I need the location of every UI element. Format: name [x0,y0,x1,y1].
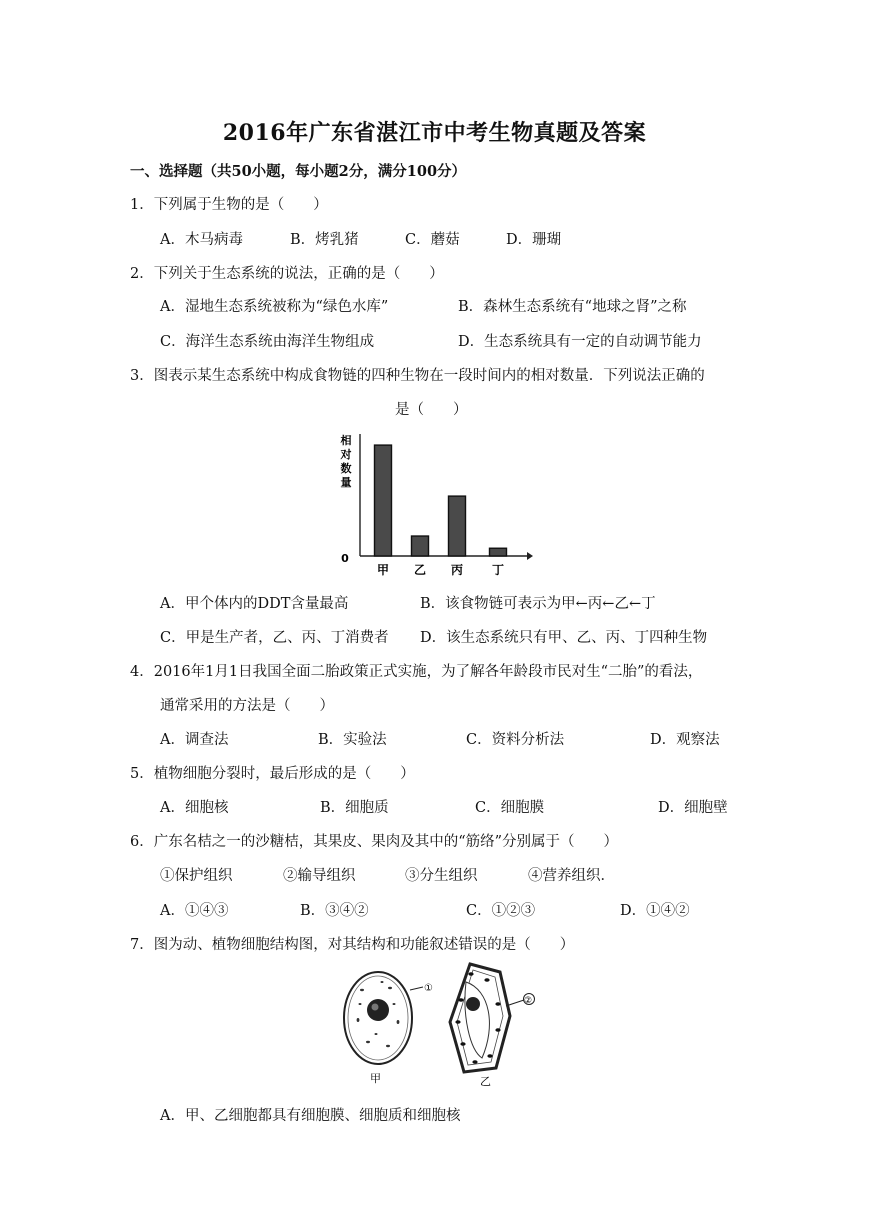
q4-option-b: B．实验法 [318,732,387,748]
bar-1 [412,536,429,556]
q3-stem-line1: 3．图表示某生态系统中构成食物链的四种生物在一段时间内的相对数量．下列说法正确的 [130,368,705,384]
q4-option-c: C．资料分析法 [466,732,565,748]
q3-option-d: D．该生态系统只有甲、乙、丙、丁四种生物 [420,630,708,646]
y-axis-label: 相对数量 [340,434,352,489]
q2-option-d: D．生态系统具有一定的自动调节能力 [458,334,702,350]
x-axis-arrow [527,552,533,560]
q1-option-c: C．蘑菇 [405,232,460,248]
x-tick-label-2: 丙 [450,563,464,577]
q7-stem: 7．图为动、植物细胞结构图，对其结构和功能叙述错误的是（ ） [130,937,575,953]
q6-tissue-1: ①保护组织 [160,868,233,884]
q4-option-d: D．观察法 [650,732,720,748]
x-tick-label-0: 甲 [376,563,390,577]
plant-cell [450,964,535,1072]
page-title: 2016年广东省湛江市中考生物真题及答案 [222,120,647,146]
cell-diagram [330,960,560,1092]
fig-label-left: 甲 [370,1072,381,1085]
fig-label-right: 乙 [480,1075,491,1088]
bar-chart [335,428,535,580]
q6-tissue-4: ④营养组织． [528,868,615,884]
bar-0 [375,445,392,556]
q2-option-b: B．森林生态系统有“地球之肾”之称 [458,299,687,315]
x-tick-label-3: 丁 [491,563,505,577]
q1-option-b: B．烤乳猪 [290,232,359,248]
q1-option-d: D．珊瑚 [506,232,562,248]
animal-cell [344,972,423,1064]
chart-ylabel [340,433,352,489]
x-tick-label-1: 乙 [413,563,427,577]
q6-option-c: C．①②③ [466,903,536,919]
section-heading: 一、选择题（共50小题，每小题2分，满分100分） [130,163,467,180]
q6-tissue-2: ②输导组织 [283,868,356,884]
q5-option-c: C．细胞膜 [475,800,545,816]
marker-1: ① [424,983,433,994]
q6-stem: 6．广东名桔之一的沙糖桔，其果皮、果肉及其中的“筋络”分别属于（ ） [130,834,619,850]
q7-option-a: A．甲、乙细胞都具有细胞膜、细胞质和细胞核 [160,1108,461,1124]
q6-option-b: B．③④② [300,903,369,919]
q4-stem-line2: 通常采用的方法是（ ） [160,698,334,714]
q4-stem-line1: 4．2016年1月1日我国全面二胎政策正式实施，为了解各年龄段市民对生“二胎”的看法， [130,664,703,680]
q3-option-c: C．甲是生产者，乙、丙、丁消费者 [160,630,389,646]
bar-2 [449,496,466,556]
q3-option-b: B．该食物链可表示为甲←丙←乙←丁 [420,596,656,612]
marker-2: ② [524,996,533,1006]
chart-origin-label: 0 [341,552,349,565]
q5-stem: 5．植物细胞分裂时，最后形成的是（ ） [130,766,415,782]
q2-option-c: C．海洋生态系统由海洋生物组成 [160,334,375,350]
q5-option-b: B．细胞质 [320,800,389,816]
q6-option-a: A．①④③ [160,903,229,919]
q5-option-d: D．细胞壁 [658,800,728,816]
q1-option-a: A．木马病毒 [160,232,243,248]
q4-option-a: A．调查法 [160,732,229,748]
q3-option-a: A．甲个体内的DDT含量最高 [160,596,349,612]
q3-stem-line2: 是（ ） [395,402,468,418]
q2-option-a: A．湿地生态系统被称为“绿色水库” [160,299,389,315]
q5-option-a: A．细胞核 [160,800,229,816]
q6-option-d: D．①④② [620,903,690,919]
q2-stem: 2．下列关于生态系统的说法，正确的是（ ） [130,266,444,282]
bar-3 [490,548,507,556]
q1-stem: 1．下列属于生物的是（ ） [130,197,328,213]
q6-tissue-3: ③分生组织 [405,868,478,884]
